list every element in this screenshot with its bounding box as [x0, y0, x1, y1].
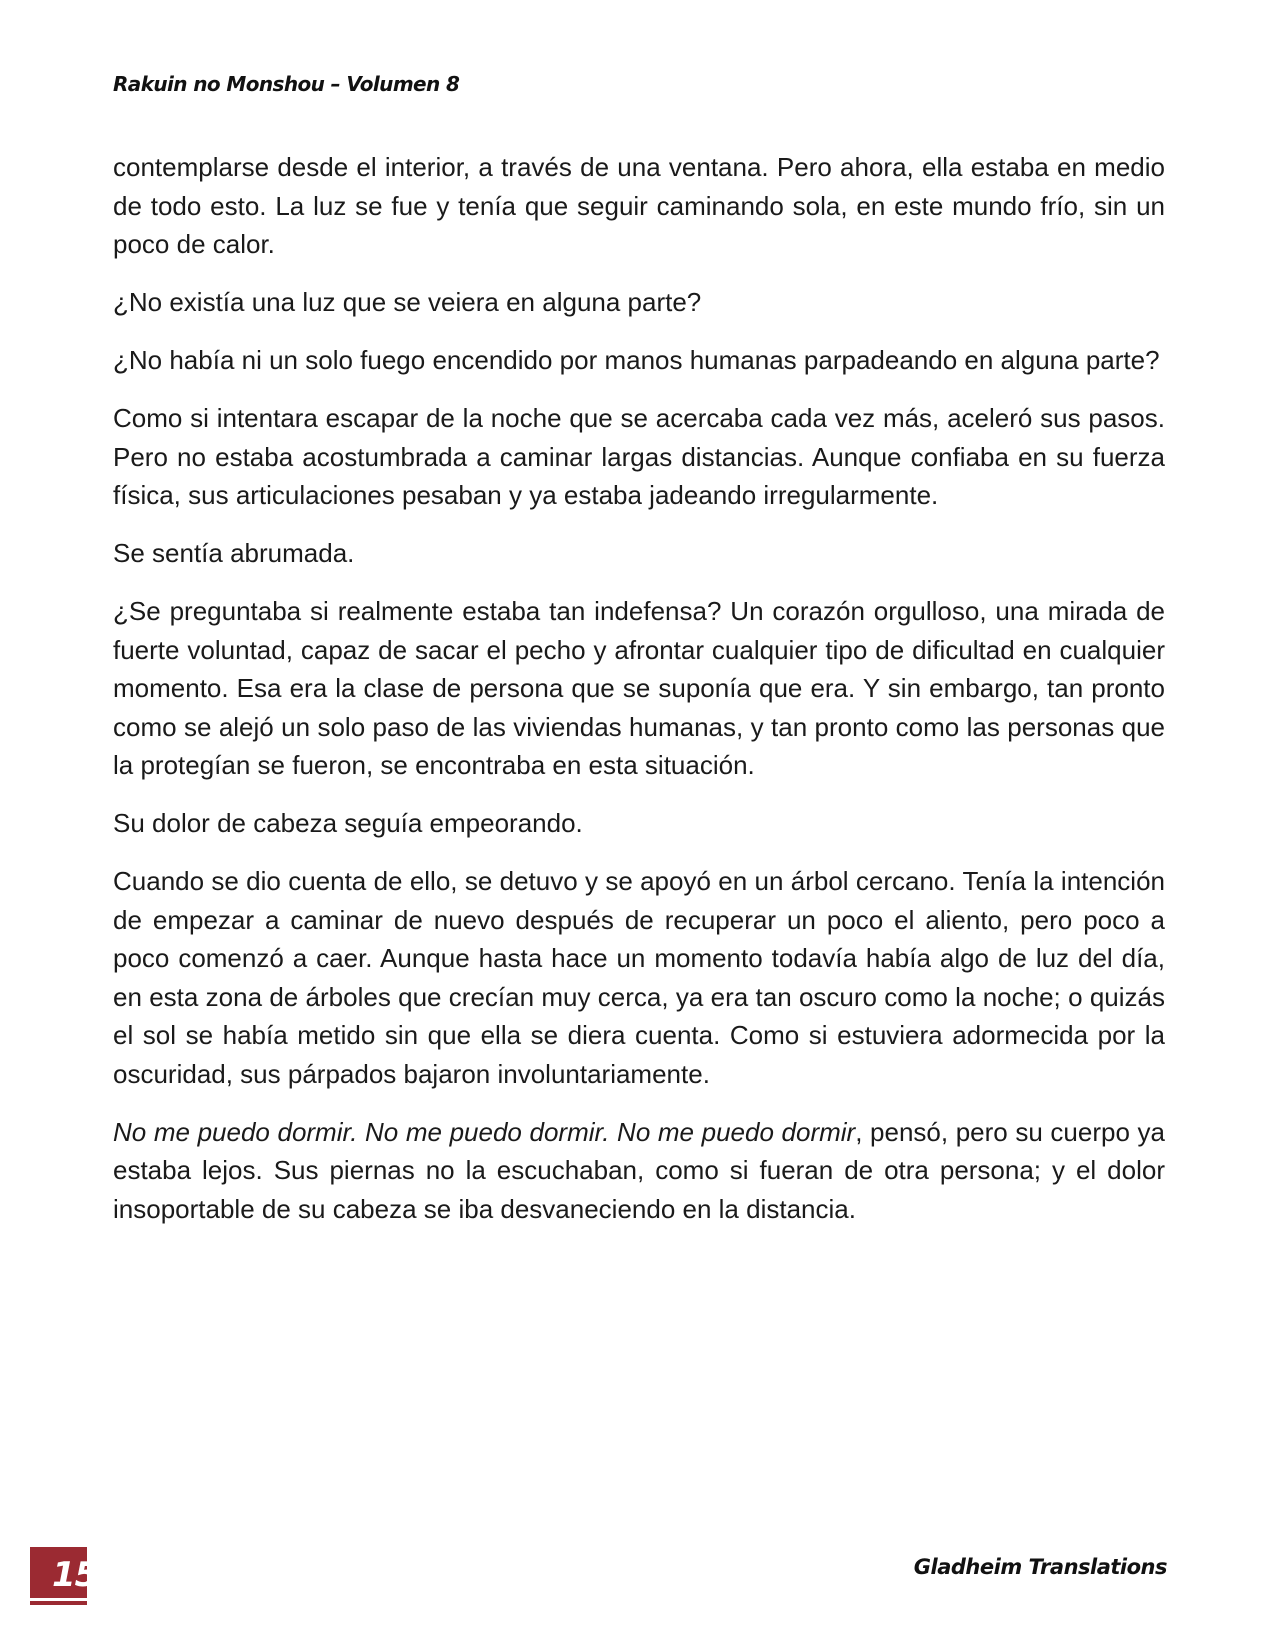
paragraph-rest: , pensó, pero su cuerpo ya estaba lejos. Sus piernas no la escuchaban, como si fueran de otra persona; y el dolor insoportable de su cabeza se iba desvaneciendo en la distancia.: [113, 1116, 1165, 1224]
paragraph: Cuando se dio cuenta de ello, se detuvo y se apoyó en un árbol cercano. Tenía la intención de empezar a caminar de nuevo después de recuperar un poco el aliento, pero poco a poco comenzó a caer. Aunque hasta hace un momento todavía había algo de luz del día, en esta zona de árboles que crecían muy cerca, ya era tan oscuro como la noche; o quizás el sol se había metido sin que ella se diera cuenta. Como si estuviera adormecida por la oscuridad, sus párpados bajaron involuntariamente.: [113, 866, 1165, 1089]
footer-credit: Gladheim Translations: [913, 1555, 1167, 1579]
running-header: Rakuin no Monshou – Volumen 8: [113, 72, 460, 96]
paragraph: ¿Se preguntaba si realmente estaba tan indefensa? Un corazón orgulloso, una mirada de fuerte voluntad, capaz de sacar el pecho y afrontar cualquier tipo de dificultad en cualquier momento. Esa era la clase de persona que se suponía que era. Y sin embargo, tan pronto como se alejó un solo paso de las viviendas humanas, y tan pronto como las personas que la protegían se fueron, se encontraba en esta situación.: [113, 596, 1165, 780]
paragraph: ¿No había ni un solo fuego encendido por manos humanas parpadeando en alguna parte?: [113, 345, 1160, 375]
body-text: [113, 148, 1165, 1248]
paragraph: ¿No existía una luz que se veiera en alguna parte?: [113, 287, 702, 317]
paragraph: Se sentía abrumada.: [113, 538, 355, 568]
paragraph: Como si intentara escapar de la noche que se acercaba cada vez más, aceleró sus pasos. Pero no estaba acostumbrada a caminar largas distancias. Aunque confiaba en su fuerza física, sus articulaciones pesaban y ya estaba jadeando irregularmente.: [113, 403, 1165, 510]
page-number-badge: [30, 1547, 98, 1605]
italic-thought: No me puedo dormir. No me puedo dormir. No me puedo dormir: [113, 1116, 856, 1147]
paragraph: Su dolor de cabeza seguía empeorando.: [113, 808, 583, 838]
page-number: 15: [52, 1555, 98, 1595]
badge-underline: [30, 1598, 87, 1601]
paragraph-last: [113, 1113, 1165, 1229]
paragraph: contemplarse desde el interior, a través de una ventana. Pero ahora, ella estaba en medio de todo esto. La luz se fue y tenía que seguir caminando sola, en este mundo frío, sin un poco de calor.: [113, 152, 1165, 259]
